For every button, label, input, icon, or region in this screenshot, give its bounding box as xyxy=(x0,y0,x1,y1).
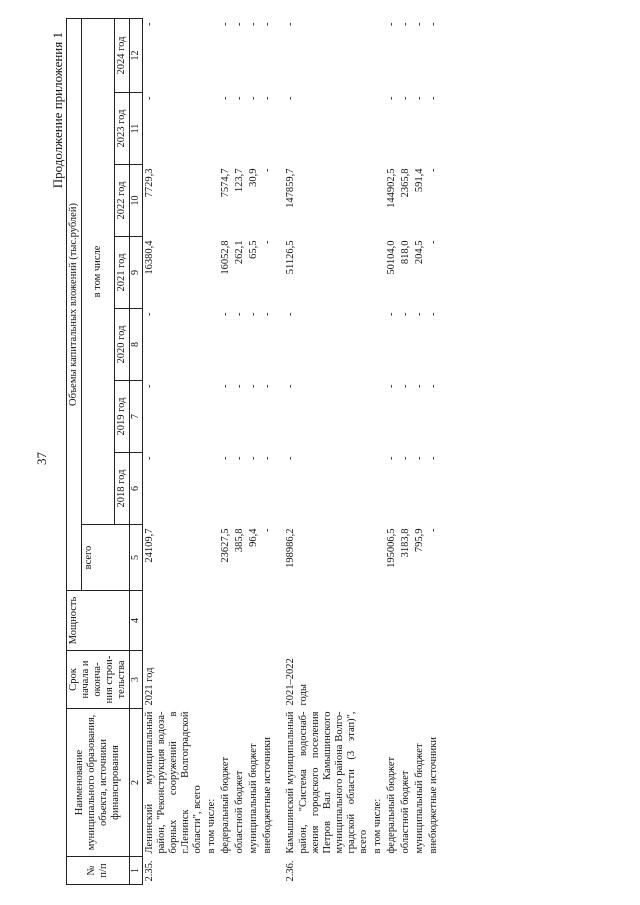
value-2018: - xyxy=(143,456,155,460)
row-power xyxy=(427,591,441,651)
header-incl: в том числе xyxy=(82,18,115,524)
row-power xyxy=(413,591,427,651)
value-2019: - xyxy=(262,384,274,388)
header-name: Наименование муниципального образования, объекта, источники финансирования xyxy=(67,709,130,857)
row-name: в том числе: xyxy=(371,798,383,854)
row-index xyxy=(205,857,219,885)
value-2018: - xyxy=(220,456,232,460)
value-2022: 144902,5 xyxy=(385,168,397,208)
value-2022 xyxy=(205,165,219,237)
row-name: в том числе: xyxy=(206,798,218,854)
row-power xyxy=(261,591,275,651)
page-number: 37 xyxy=(34,452,49,465)
row-term: 2021–2022 годы xyxy=(285,658,309,706)
value-2023: - xyxy=(220,96,232,100)
value-2019: - xyxy=(428,384,440,388)
column-number: 11 xyxy=(130,93,143,165)
row-power xyxy=(275,591,370,651)
value-2022: 7574,7 xyxy=(220,168,232,198)
value-2021 xyxy=(205,237,219,309)
value-2020: - xyxy=(234,312,246,316)
value-2021: - xyxy=(262,240,274,244)
value-2018: - xyxy=(385,456,397,460)
header-year: 2018 год xyxy=(115,453,130,525)
table-row xyxy=(247,18,261,884)
value-2020: - xyxy=(262,312,274,316)
row-name: областной бюджет xyxy=(234,770,246,854)
row-name: внебюджетные источники xyxy=(262,736,274,854)
value-2024 xyxy=(371,18,385,92)
value-2020: - xyxy=(428,312,440,316)
row-index xyxy=(247,857,261,885)
value-2021: 16052,8 xyxy=(220,240,232,275)
header-power: Мощность xyxy=(67,591,130,651)
value-2021 xyxy=(371,237,385,309)
column-number: 2 xyxy=(130,709,143,857)
value-2020: - xyxy=(385,312,397,316)
row-index xyxy=(261,857,275,885)
value-2018: - xyxy=(428,456,440,460)
value-2022: 7729,3 xyxy=(143,168,155,198)
value-2018 xyxy=(371,453,385,525)
row-name: муниципальный бюджет xyxy=(414,743,426,854)
row-power xyxy=(385,591,399,651)
header-year: 2019 год xyxy=(115,381,130,453)
value-2020 xyxy=(371,309,385,381)
value-2023: - xyxy=(428,96,440,100)
row-term xyxy=(261,651,275,709)
row-total xyxy=(371,525,385,591)
row-index xyxy=(219,857,233,885)
value-2024: - xyxy=(400,22,411,26)
value-2023: - xyxy=(400,96,411,100)
header-year: 2020 год xyxy=(115,309,130,381)
row-power xyxy=(247,591,261,651)
row-term xyxy=(205,651,219,709)
row-total: 23627,5 xyxy=(220,528,232,563)
table-row xyxy=(413,18,427,884)
row-power xyxy=(399,591,413,651)
table-row xyxy=(399,18,413,884)
row-power xyxy=(205,591,219,651)
row-power xyxy=(233,591,247,651)
header-year: 2024 год xyxy=(115,18,130,92)
value-2020: - xyxy=(220,312,232,316)
row-total: - xyxy=(262,528,274,532)
row-name: внебюджетные источники xyxy=(428,736,440,854)
value-2018: - xyxy=(285,456,297,460)
value-2024: - xyxy=(414,22,426,26)
row-term: 2021 год xyxy=(143,667,155,706)
row-term xyxy=(219,651,233,709)
value-2018 xyxy=(205,453,219,525)
table-header xyxy=(67,18,143,884)
row-total: 96,4 xyxy=(248,528,260,547)
value-2024: - xyxy=(428,22,440,26)
column-number: 5 xyxy=(130,525,143,591)
column-number: 6 xyxy=(130,453,143,525)
value-2023: - xyxy=(285,96,297,100)
row-total: 795,9 xyxy=(414,528,426,553)
table-row xyxy=(261,18,275,884)
value-2023: - xyxy=(385,96,397,100)
value-2024: - xyxy=(285,22,297,26)
value-2024: - xyxy=(262,22,274,26)
row-index: 2.36. xyxy=(285,860,297,882)
value-2022 xyxy=(371,165,385,237)
value-2018: - xyxy=(414,456,426,460)
value-2023: - xyxy=(262,96,274,100)
value-2024: - xyxy=(248,22,260,26)
row-name: федеральный бюджет xyxy=(385,756,397,854)
row-term xyxy=(385,651,399,709)
column-number: 7 xyxy=(130,381,143,453)
value-2022: 591,4 xyxy=(414,168,426,193)
row-term xyxy=(247,651,261,709)
value-2021: 51126,5 xyxy=(285,240,297,275)
row-name: Ленинский муниципальный район, "Реконструкция водоза- борных сооружений в г.Ленинск Волгоградской области", всего xyxy=(143,711,204,854)
value-2024: - xyxy=(220,22,232,26)
value-2019: - xyxy=(248,384,260,388)
value-2019: - xyxy=(285,384,297,388)
row-name: муниципальный бюджет xyxy=(248,743,260,854)
value-2024: - xyxy=(234,22,246,26)
value-2021: 16380,4 xyxy=(143,240,155,275)
table-row xyxy=(275,18,370,884)
value-2023: - xyxy=(143,96,155,100)
row-name: Камышинский муниципальный район, "Система водоснаб- жения городского поселения Петров Вал Камышинского муниципального района Волго- градской области (3 этап)", всего xyxy=(285,711,369,854)
row-total xyxy=(205,525,219,591)
value-2023 xyxy=(205,93,219,165)
table-row xyxy=(205,18,219,884)
value-2021: 65,5 xyxy=(248,240,260,259)
column-number: 3 xyxy=(130,651,143,709)
header-volume: Объемы капитальных вложений (тыс.рублей) xyxy=(67,18,82,590)
value-2018: - xyxy=(248,456,260,460)
value-2020: - xyxy=(400,312,411,316)
value-2022: 30,9 xyxy=(248,168,260,187)
row-total: 385,8 xyxy=(234,528,246,553)
header-year: 2023 год xyxy=(115,93,130,165)
value-2019: - xyxy=(414,384,426,388)
value-2020: - xyxy=(143,312,155,316)
table-row xyxy=(219,18,233,884)
value-2020: - xyxy=(248,312,260,316)
header-year: 2022 год xyxy=(115,165,130,237)
value-2019 xyxy=(205,381,219,453)
value-2023: - xyxy=(248,96,260,100)
continuation-caption: Продолжение приложения 1 xyxy=(50,32,65,189)
table-row xyxy=(142,18,205,884)
row-total: - xyxy=(428,528,440,532)
row-total: 195006,5 xyxy=(385,528,397,568)
row-index: 2.35. xyxy=(143,860,155,882)
row-index xyxy=(233,857,247,885)
header-term: Срок начала и оконча- ния строи- тельства xyxy=(67,651,130,709)
value-2021: 204,5 xyxy=(414,240,426,265)
header-total: всего xyxy=(82,525,130,591)
value-2023: - xyxy=(234,96,246,100)
value-2020: - xyxy=(285,312,297,316)
column-number: 8 xyxy=(130,309,143,381)
column-number: 4 xyxy=(130,591,143,651)
value-2020 xyxy=(205,309,219,381)
row-term xyxy=(399,651,413,709)
row-term xyxy=(371,651,385,709)
value-2020: - xyxy=(414,312,426,316)
value-2019 xyxy=(371,381,385,453)
row-index xyxy=(385,857,399,885)
value-2022: 2365,8 xyxy=(400,168,411,198)
column-number: 9 xyxy=(130,237,143,309)
row-name: федеральный бюджет xyxy=(220,756,232,854)
value-2021: - xyxy=(428,240,440,244)
value-2024: - xyxy=(143,22,155,26)
value-2021: 262,1 xyxy=(234,240,246,265)
row-total: 24109,7 xyxy=(143,528,155,563)
value-2019: - xyxy=(143,384,155,388)
table-row xyxy=(427,18,441,884)
value-2019: - xyxy=(385,384,397,388)
row-index xyxy=(427,857,441,885)
row-total: 198986,2 xyxy=(285,528,297,568)
value-2022: - xyxy=(262,168,274,172)
value-2018: - xyxy=(234,456,246,460)
value-2019: - xyxy=(220,384,232,388)
value-2019: - xyxy=(400,384,411,388)
value-2018: - xyxy=(400,456,411,460)
row-term xyxy=(427,651,441,709)
header-year: 2021 год xyxy=(115,237,130,309)
value-2024: - xyxy=(385,22,397,26)
value-2022: 147859,7 xyxy=(285,168,297,208)
value-2021: 818,0 xyxy=(400,240,411,265)
row-power xyxy=(371,591,385,651)
capital-investment-table xyxy=(66,18,441,885)
value-2018: - xyxy=(262,456,274,460)
table-row xyxy=(371,18,385,884)
value-2022: - xyxy=(428,168,440,172)
row-index xyxy=(399,857,413,885)
value-2022: 123,7 xyxy=(234,168,246,193)
column-number: 1 xyxy=(130,857,143,885)
value-2021: 50104,0 xyxy=(385,240,397,275)
value-2019: - xyxy=(234,384,246,388)
row-index xyxy=(371,857,385,885)
row-power xyxy=(142,591,205,651)
row-term xyxy=(233,651,247,709)
column-number: 12 xyxy=(130,18,143,92)
table-body xyxy=(142,18,441,884)
column-numbers-row xyxy=(130,18,143,884)
value-2024 xyxy=(205,18,219,92)
row-name: областной бюджет xyxy=(400,770,411,854)
table-row xyxy=(385,18,399,884)
row-total: 3183,8 xyxy=(400,528,411,558)
header-no: № п/п xyxy=(67,857,130,885)
row-term xyxy=(413,651,427,709)
row-index xyxy=(413,857,427,885)
column-number: 10 xyxy=(130,165,143,237)
row-power xyxy=(219,591,233,651)
value-2023: - xyxy=(414,96,426,100)
table-row xyxy=(233,18,247,884)
value-2023 xyxy=(371,93,385,165)
